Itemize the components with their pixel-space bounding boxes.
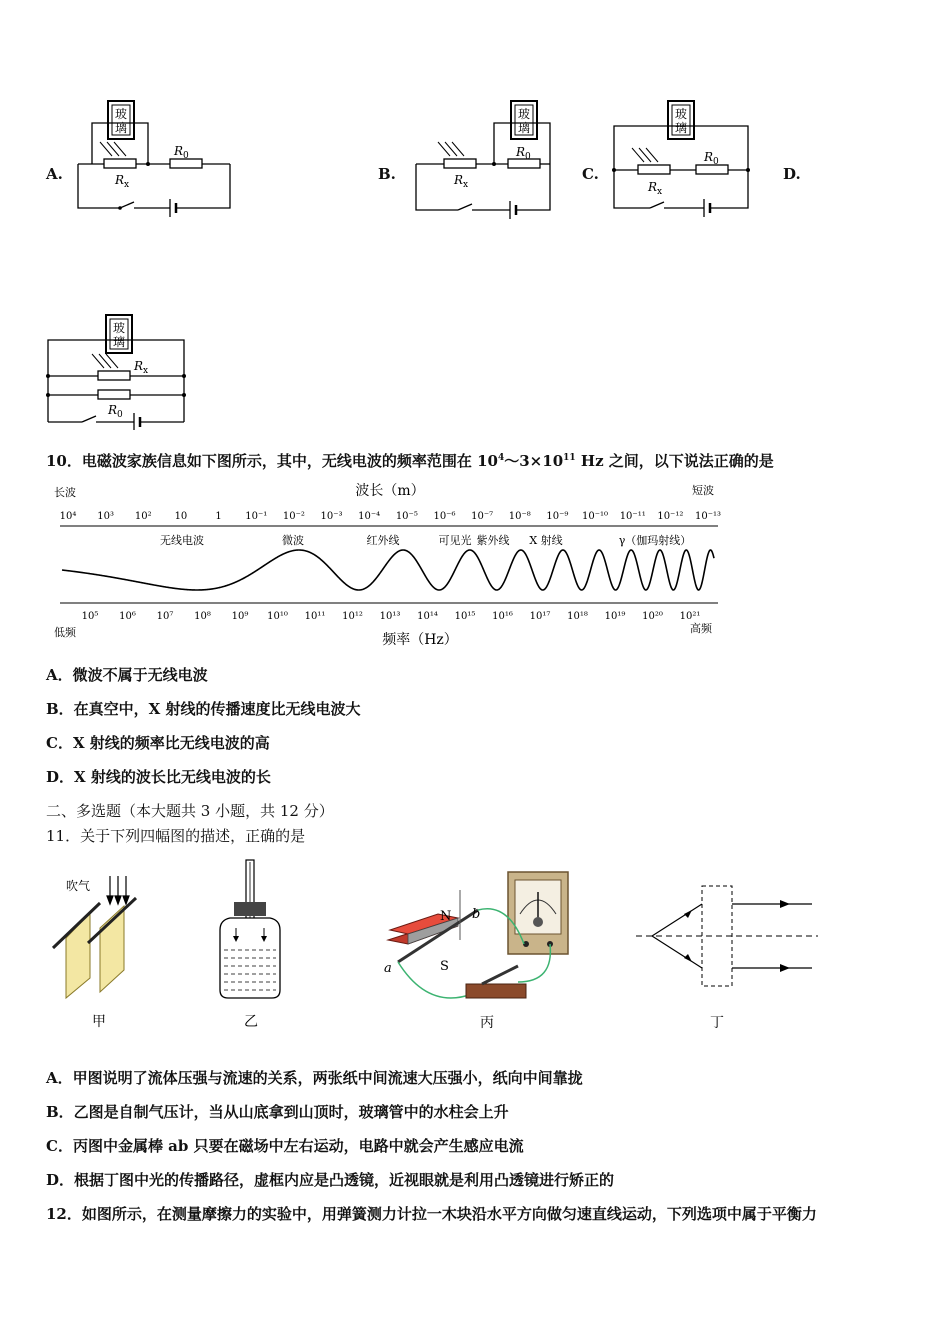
wavelength-tick-label: 10⁻⁶ xyxy=(433,511,456,522)
wavelength-tick-label: 10⁻¹¹ xyxy=(619,511,646,522)
frequency-tick-label: 10¹³ xyxy=(379,611,401,622)
q11-option-a[interactable]: A．甲图说明了流体压强与流速的关系，两张纸中间流速大压强小，纸向中间靠拢 xyxy=(46,1069,583,1087)
q9-circuit-d xyxy=(42,312,192,430)
svg-text:0: 0 xyxy=(183,151,189,161)
low-freq-label: 低频 xyxy=(54,626,76,639)
q11-fig-yi xyxy=(212,858,292,1033)
svg-text:x: x xyxy=(463,180,469,190)
fig-label-yi: 乙 xyxy=(244,1014,258,1030)
wavelength-tick-label: 10⁻³ xyxy=(320,511,343,522)
frequency-tick-label: 10¹⁷ xyxy=(529,611,551,622)
frequency-tick-label: 10¹⁶ xyxy=(492,611,513,622)
q9-circuit-b xyxy=(408,98,558,220)
frequency-tick-label: 10¹⁵ xyxy=(454,611,476,622)
band-label: 紫外线 xyxy=(476,534,510,547)
band-label: X 射线 xyxy=(529,534,563,547)
svg-text:玻: 玻 xyxy=(517,107,531,121)
svg-text:玻: 玻 xyxy=(112,321,126,335)
wavelength-tick-label: 10⁻¹ xyxy=(245,511,268,522)
q10-stem: 10．电磁波家族信息如下图所示，其中，无线电波的频率范围在 $10^4\sim 3\times 10^{11}$ Hz 之间，以下说法正确的是 xyxy=(46,452,774,470)
q9-option-d-label: D. xyxy=(783,165,801,183)
frequency-tick-label: 10¹² xyxy=(342,611,363,622)
frequency-tick-label: 10¹⁰ xyxy=(267,611,288,622)
q11-fig-bing xyxy=(378,862,588,1033)
svg-text:R: R xyxy=(454,173,464,187)
wavelength-tick-label: 10² xyxy=(134,511,152,522)
wave-curve xyxy=(62,550,714,590)
glass-char: 玻 xyxy=(114,107,128,121)
frequency-tick-label: 10²¹ xyxy=(679,611,701,622)
frequency-tick-label: 10¹⁹ xyxy=(604,611,626,622)
frequency-title: 频率（Hz） xyxy=(382,632,458,648)
q10-option-c[interactable]: C．X 射线的频率比无线电波的高 xyxy=(46,734,270,752)
q10-option-d[interactable]: D．X 射线的波长比无线电波的长 xyxy=(46,768,271,786)
q11-stem: 11．关于下列四幅图的描述，正确的是 xyxy=(46,827,306,845)
q12-stem: 12．如图所示，在测量摩擦力的实验中，用弹簧测力计拉一木块沿水平方向做匀速直线运动，下列选项中属于平衡力 xyxy=(46,1205,817,1223)
q10-option-a[interactable]: A．微波不属于无线电波 xyxy=(46,666,208,684)
svg-text:R: R xyxy=(704,150,714,164)
svg-text:R: R xyxy=(516,145,526,159)
frequency-tick-label: 10⁹ xyxy=(231,611,249,622)
svg-text:x: x xyxy=(657,187,663,197)
svg-text:玻: 玻 xyxy=(674,107,688,121)
frequency-tick-label: 10¹⁸ xyxy=(567,611,588,622)
wavelength-tick-label: 10⁻¹² xyxy=(657,511,684,522)
frequency-tick-label: 10⁷ xyxy=(156,611,174,622)
frequency-tick-label: 10⁵ xyxy=(81,611,99,622)
q9-option-b-label: B. xyxy=(378,165,396,183)
fig-label-bing: 丙 xyxy=(480,1015,494,1031)
blow-label: 吹气 xyxy=(66,879,91,893)
wavelength-tick-label: 10⁻⁸ xyxy=(508,511,531,522)
fig-label-ding: 丁 xyxy=(710,1015,724,1031)
frequency-tick-label: 10¹⁴ xyxy=(417,611,438,622)
q9-circuit-a xyxy=(70,98,240,218)
rod-b-label: b xyxy=(472,907,481,922)
band-label: 可见光 xyxy=(438,534,472,547)
long-wave-label: 长波 xyxy=(54,486,76,499)
svg-text:0: 0 xyxy=(117,410,123,420)
section-heading: 二、多选题（本大题共 3 小题，共 12 分） xyxy=(46,802,334,820)
wavelength-tick-label: 10⁻⁵ xyxy=(395,511,418,522)
frequency-tick-label: 10¹¹ xyxy=(304,611,326,622)
wavelength-tick-label: 1 xyxy=(215,511,222,522)
svg-text:R: R xyxy=(174,144,184,158)
magnet-s-label: S xyxy=(440,959,449,974)
wavelength-tick-label: 10⁻⁹ xyxy=(546,511,569,522)
svg-text:0: 0 xyxy=(525,152,531,162)
q9-circuit-c xyxy=(608,98,758,220)
frequency-tick-label: 10²⁰ xyxy=(642,611,663,622)
wavelength-tick-label: 10⁻¹⁰ xyxy=(582,511,609,522)
q9-option-a-label: A. xyxy=(46,165,63,183)
svg-text:x: x xyxy=(143,366,149,376)
frequency-tick-label: 10⁶ xyxy=(119,611,136,622)
wavelength-tick-label: 10⁻⁴ xyxy=(358,511,381,522)
short-wave-label: 短波 xyxy=(692,484,714,497)
svg-text:R: R xyxy=(115,173,125,187)
band-label: γ（伽玛射线） xyxy=(618,534,692,547)
wavelength-tick-label: 10⁻² xyxy=(282,511,305,522)
svg-text:R: R xyxy=(648,180,658,194)
svg-text:璃: 璃 xyxy=(674,121,688,135)
band-label: 微波 xyxy=(282,534,304,547)
fig-label-jia: 甲 xyxy=(92,1014,106,1030)
svg-text:0: 0 xyxy=(713,157,719,167)
q11-option-b[interactable]: B．乙图是自制气压计，当从山底拿到山顶时，玻璃管中的水柱会上升 xyxy=(46,1103,509,1121)
magnet-n-label: N xyxy=(440,909,452,924)
em-spectrum-figure xyxy=(50,478,730,650)
wavelength-tick-label: 10⁻⁷ xyxy=(471,511,494,522)
frequency-tick-label: 10⁸ xyxy=(194,611,211,622)
svg-text:x: x xyxy=(124,180,130,190)
svg-text:R: R xyxy=(134,359,144,373)
svg-text:璃: 璃 xyxy=(517,121,531,135)
band-label: 红外线 xyxy=(366,534,400,547)
q10-option-b[interactable]: B．在真空中，X 射线的传播速度比无线电波大 xyxy=(46,700,361,718)
q11-fig-ding xyxy=(632,880,822,1033)
wavelength-tick-label: 10⁴ xyxy=(59,511,77,522)
q11-option-c[interactable]: C．丙图中金属棒 ab 只要在磁场中左右运动，电路中就会产生感应电流 xyxy=(46,1137,524,1155)
svg-text:璃: 璃 xyxy=(114,121,128,135)
wavelength-tick-label: 10⁻¹³ xyxy=(694,511,722,522)
svg-text:R: R xyxy=(108,403,118,417)
svg-text:璃: 璃 xyxy=(112,335,126,349)
wavelength-title: 波长（m） xyxy=(355,483,425,499)
wavelength-tick-label: 10³ xyxy=(97,511,115,522)
q11-option-d[interactable]: D．根据丁图中光的传播路径，虚框内应是凸透镜，近视眼就是利用凸透镜进行矫正的 xyxy=(46,1171,615,1189)
band-label: 无线电波 xyxy=(160,534,204,547)
q11-fig-jia xyxy=(48,868,158,1033)
high-freq-label: 高频 xyxy=(690,622,712,635)
rod-a-label: a xyxy=(384,961,392,976)
q9-option-c-label: C. xyxy=(582,165,599,183)
wavelength-tick-label: 10 xyxy=(174,511,188,522)
